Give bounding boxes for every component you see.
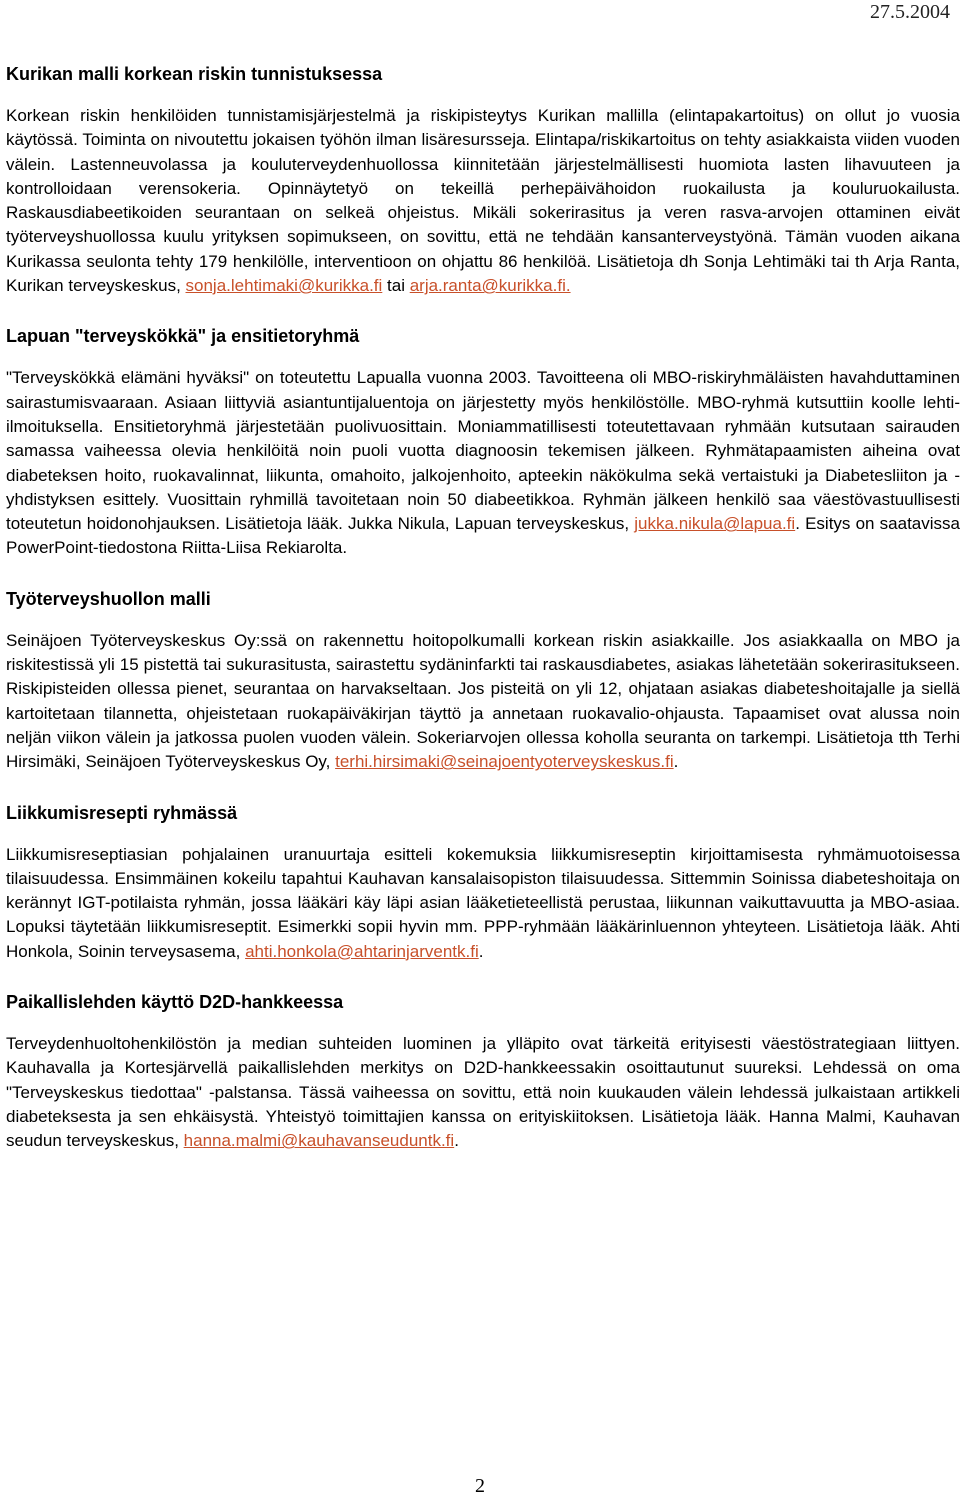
body-text: . — [673, 752, 679, 772]
email-link-ahti[interactable]: ahti.honkola@ahtarinjarventk.fi — [245, 941, 479, 961]
body-text: Seinäjoen Työterveyskeskus Oy:ssä on rakennettu hoitopolkumalli korkean riskin asiakkaille. Jos asiakkaalla on MBO ja riskitestissä yli 15 pistettä tai sukurasitusta, sairastettu sydäninfarkti tai raskausdiabetes, asiakas lähetetään sokerirasitukseen. Riskipisteiden ollessa pienet, seurantaa on harvakseltaan. Jos pisteitä on yli 12, ohjataan asiakas diabeteshoitajalle ja siellä kartoitetaan tilannetta, ohjeistetaan ruokapäiväkirjan täyttö ja annetaan ruokavalio-ohjausta. Tapaamiset ovat alussa noin neljän viikon välein ja jatkossa puolen vuoden välein. Sokeriarvojen ollessa koholla seuranta on tarkempi. Lisätietoja tth Terhi Hirsimäki, Seinäjoen Työterveyskeskus Oy, — [6, 630, 960, 772]
section-body — [6, 366, 960, 560]
section-paikallislehti — [6, 990, 960, 1153]
email-link-jukka[interactable]: jukka.nikula@lapua.fi — [634, 514, 796, 534]
section-heading: Paikallislehden käyttö D2D-hankkeessa — [6, 992, 344, 1013]
body-text: Terveydenhuoltohenkilöstön ja median suhteiden luominen ja ylläpito ovat tärkeitä erityisesti väestöstrategiaan liittyen. Kauhavalla ja Kortesjärvellä paikallislehden merkitys on D2D-hankkeessakin osoittautunut suureksi. Lehdessä on oma "Terveyskeskus tiedottaa" -palstansa. Tässä vaiheessa on sovittu, että noin kuukauden välein lehdessä julkaistaan artikkeli diabeteksesta ja sen ehkäisystä. Yhteistyö toimittajien kanssa on erityiskiitoksen. Lisätietoja lääk. Hanna Malmi, Kauhavan seudun terveyskeskus, — [6, 1034, 960, 1151]
body-text: Korkean riskin henkilöiden tunnistamisjärjestelmä ja riskipisteytys Kurikan mallilla (elintapakartoitus) on ollut jo vuosia käytössä. Toiminta on nivoutettu jokaisen työhön ilman lisäresursseja. Elintapa/riskikartoitus on tehty asiakkaista viiden vuoden välein. Lastenneuvolassa ja kouluterveydenhuollossa kiinnitetään järjestelmällisesti huomiota lasten lihavuuteen ja kontrolloidaan verensokeria. Opinnäytetyö on tekeillä perhepäivähoidon ruokailusta ja kouluruokailusta. Raskausdiabeetikoiden seurantaan on selkeä ohjeistus. Mikäli sokerirasitus ja veren rasva-arvojen ottaminen eivät työterveyshuollossa kuulu yrityksen sopimukseen, on sovittu, että ne tehdään kansanterveystyönä. Tämän vuoden aikana Kurikassa seulonta tehty 179 henkilölle, interventioon on ohjattu 86 henkilöä. Lisätietoja dh Sonja Lehtimäki tai th Arja Ranta, Kurikan terveyskeskus, — [6, 106, 960, 296]
section-body — [6, 104, 960, 298]
email-link-terhi[interactable]: terhi.hirsimaki@seinajoentyoterveyskeskus.fi — [335, 752, 674, 772]
body-text: "Terveyskökkä elämäni hyväksi" on toteutettu Lapualla vuonna 2003. Tavoitteena oli MBO-riskiryhmäläisten havahduttaminen sairastumisvaaraan. Asiaan liittyviä asiantuntijaluentoja on järjestetty myös henkilöstölle. MBO-ryhmä kutsuttiin koolle lehti-ilmoituksella. Ensitietoryhmä järjestetään puolivuosittain. Moniammatillisesti toteutettavaan ryhmään kutsutaan sairauden samassa vaiheessa olevia henkilöitä noin puoli vuotta diagnoosin tekemisen jälkeen. Ryhmätapaamisten aiheina ovat diabeteksen hoito, ruokavalinnat, liikunta, omahoito, jalkojenhoito, apteekin näkökulma sekä vertaistuki ja Diabetesliiton ja -yhdistyksen esittely. Vuosittain ryhmillä tavoitetaan noin 50 diabeetikkoa. Ryhmän jälkeen henkilö saa väestövastuullisesti toteutetun hoidonohjauksen. Lisätietoja lääk. Jukka Nikula, Lapuan terveyskeskus, — [6, 368, 960, 534]
page-number: 2 — [475, 1475, 485, 1497]
email-link-arja[interactable]: arja.ranta@kurikka.fi. — [409, 276, 571, 296]
section-heading: Kurikan malli korkean riskin tunnistuksessa — [6, 64, 383, 84]
section-body — [6, 629, 960, 775]
body-text: . — [454, 1131, 459, 1151]
section-liikkumisresepti — [6, 801, 960, 964]
body-text: tai — [382, 276, 410, 296]
section-lapua — [6, 324, 960, 560]
section-body — [6, 1032, 960, 1153]
page-content — [6, 62, 960, 1154]
section-tyoterveyshuolto — [6, 587, 960, 775]
section-heading: Työterveyshuollon malli — [6, 588, 211, 609]
section-body — [6, 843, 960, 964]
body-text: . — [478, 941, 484, 961]
section-heading: Lapuan "terveyskökkä" ja ensitietoryhmä — [6, 326, 360, 347]
body-text: . Esitys on saatavissa PowerPoint-tiedostona Riitta-Liisa Rekiarolta. — [6, 514, 960, 558]
email-link-hanna[interactable]: hanna.malmi@kauhavanseuduntk.fi — [183, 1131, 455, 1151]
email-link-sonja[interactable]: sonja.lehtimaki@kurikka.fi — [185, 276, 383, 296]
body-text: Liikkumisreseptiasian pohjalainen uranuurtaja esitteli kokemuksia liikkumisreseptin kirjoittamisesta ryhmämuotoisessa tilaisuudessa. Ensimmäinen kokeilu tapahtui Kauhavan kansalaisopiston tilaisuudessa. Sittemmin Soinissa diabeteshoitaja on kerännyt IGT-potilaista ryhmän, jossa lääkäri käy läpi asian lääketieteellistä perustaa, liikunnan vaikuttavuutta ja MBO-asiaa. Lopuksi täytetään liikkumisreseptit. Esimerkki sopii hyvin mm. PPP-ryhmään lääkärinluennon yhteyteen. Lisätietoja lääk. Ahti Honkola, Soinin terveysasema, — [6, 844, 960, 961]
section-kurikka — [6, 62, 960, 298]
section-heading: Liikkumisresepti ryhmässä — [6, 802, 238, 823]
page-date: 27.5.2004 — [870, 1, 950, 23]
